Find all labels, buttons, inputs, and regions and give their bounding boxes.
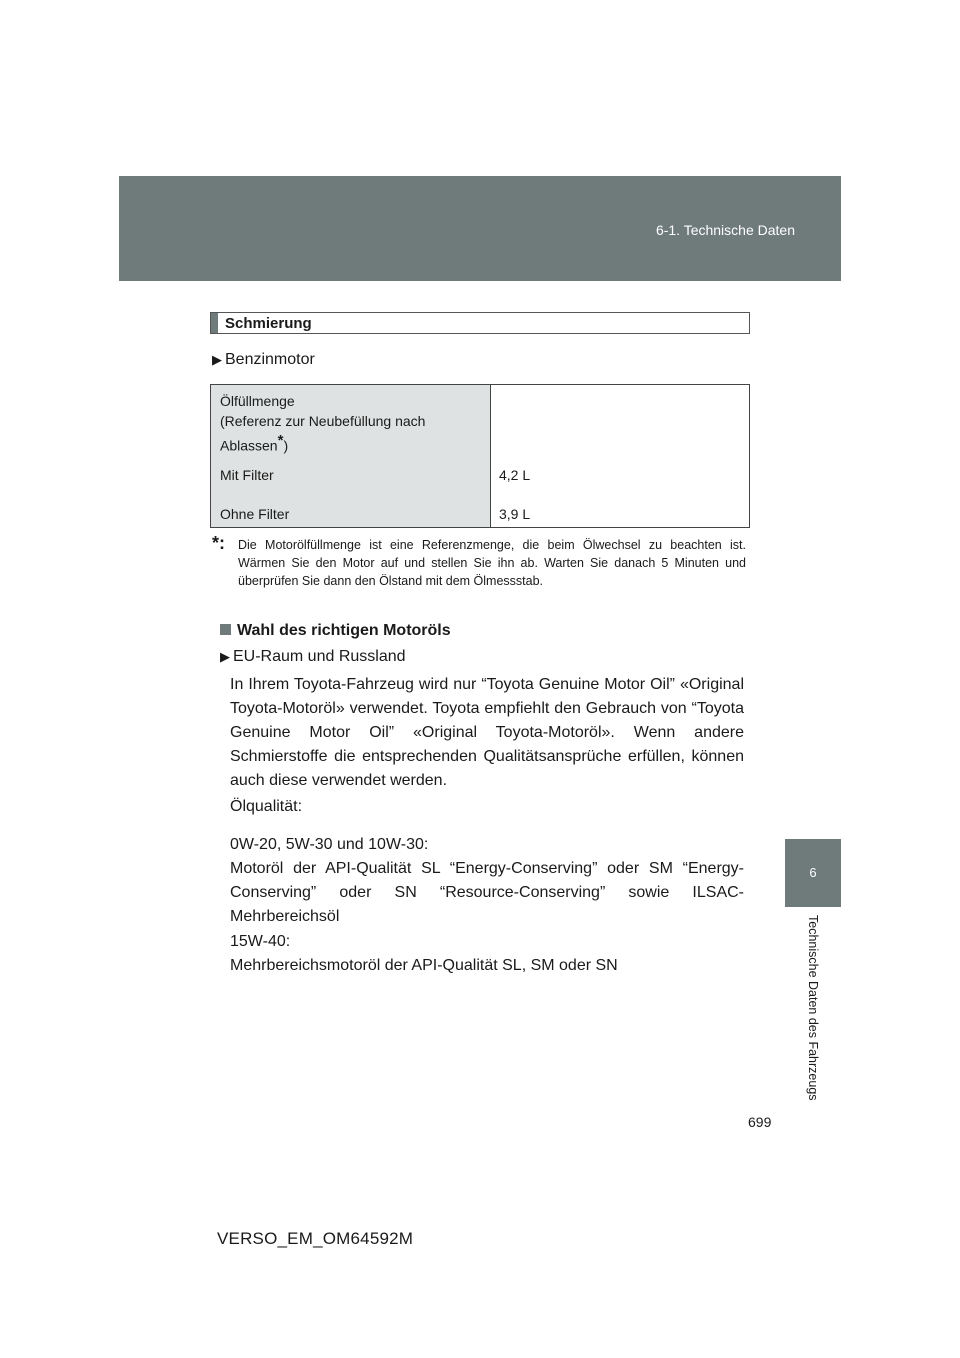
oil-grade-2-viscosity: 15W-40: xyxy=(230,933,291,950)
capacity-label-word: Ablassen xyxy=(220,437,278,454)
chapter-side-label: Technische Daten des Fahrzeugs xyxy=(806,915,820,1101)
table-row: Ohne Filter xyxy=(220,506,290,522)
square-bullet-icon xyxy=(220,624,231,635)
oil-grade-1-viscosity: 0W-20, 5W-30 und 10W-30: xyxy=(230,836,429,853)
footnote xyxy=(212,533,746,590)
triangle-right-icon: ▶ xyxy=(220,649,230,664)
chapter-title: 6-1. Technische Daten xyxy=(655,222,795,238)
oil-grade-1 xyxy=(230,833,744,929)
capacity-label-line-2: (Referenz zur Neubefüllung nach xyxy=(220,413,426,429)
oil-selection-heading xyxy=(220,622,451,640)
engine-type xyxy=(212,351,315,369)
oil-grade-2 xyxy=(230,930,744,978)
footnote-marker: *: xyxy=(212,533,225,553)
capacity-label xyxy=(220,391,425,456)
table-row: Mit Filter xyxy=(220,467,274,483)
region-label xyxy=(220,648,406,666)
region-text: EU-Raum und Russland xyxy=(233,648,406,665)
document-code: VERSO_EM_OM64592M xyxy=(217,1229,414,1248)
section-heading xyxy=(210,312,750,334)
oil-grade-1-description: Motoröl der API-Qualität SL “Energy-Conserving” oder SM “Energy-Conserving” oder SN “Resource-Conserving” sowie ILSAC-Mehrbereichsöl xyxy=(230,860,744,925)
header-band xyxy=(119,176,841,281)
oil-capacity-table xyxy=(210,384,750,528)
capacity-label-line-1: Ölfüllmenge xyxy=(220,393,295,409)
oil-grade-2-description: Mehrbereichsmotoröl der API-Qualität SL, SM oder SN xyxy=(230,957,618,974)
triangle-right-icon: ▶ xyxy=(212,352,222,367)
section-marker xyxy=(211,313,218,333)
asterisk-mark: * xyxy=(277,432,284,449)
footnote-text: Die Motorölfüllmenge ist eine Referenzmenge, die beim Ölwechsel zu beachten ist. Wärmen Sie den Motor auf und stellen Sie ihn ab. Warten Sie danach 5 Minuten und überprüfen Sie dann den Ölstand mit dem Ölmessstab. xyxy=(238,538,746,588)
intro-paragraph: In Ihrem Toyota-Fahrzeug wird nur “Toyota Genuine Motor Oil” «Original Toyota-Motoröl» verwendet. Toyota empfiehlt den Gebrauch von “Toyota Genuine Motor Oil” «Original Toyota-Motoröl». Wenn andere Schmierstoffe die entsprechenden Qualitätsansprüche erfüllen, können auch diese verwendet werden. xyxy=(230,676,744,789)
capacity-label-line-3 xyxy=(220,431,425,456)
table-cell-value: 3,9 L xyxy=(499,506,531,522)
oil-selection-title: Wahl des richtigen Motoröls xyxy=(237,622,451,639)
engine-label: Benzinmotor xyxy=(225,351,315,368)
table-cell-value: 4,2 L xyxy=(499,467,531,483)
section-title: Schmierung xyxy=(225,315,312,332)
capacity-label-paren: ) xyxy=(283,437,289,454)
oil-quality-label: Ölqualität: xyxy=(230,798,303,815)
chapter-tab: 6 xyxy=(785,839,841,907)
page-number: 699 xyxy=(748,1114,772,1130)
